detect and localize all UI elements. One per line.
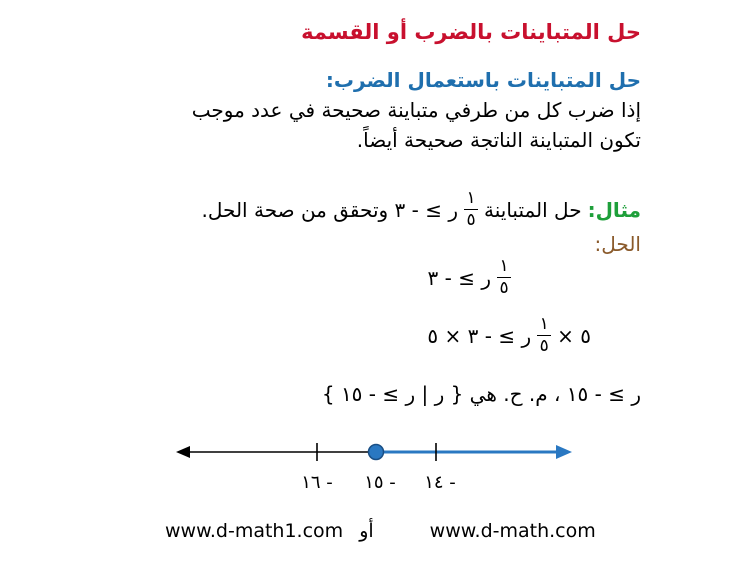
fraction-denominator: ٥ [499,278,509,298]
tick-label-minus-15: - ١٥ [364,472,396,493]
fraction-denominator: ٥ [539,336,549,356]
step1-rest: ر ≥ - ٣ [427,265,491,290]
page-title: حل المتباينات بالضرب أو القسمة [301,20,641,44]
right-arrow-icon [556,445,572,459]
fraction-denominator: ٥ [466,210,476,230]
footer-links [165,520,612,542]
closed-point [369,445,384,460]
or-label: أو [359,520,374,542]
fraction-numerator: ١ [466,188,476,208]
rule-text-line-2: تكون المتباينة الناتجة صحيحة أيضاً. [356,128,641,152]
example-label: مثال: [587,197,641,222]
fraction-numerator: ١ [499,256,509,276]
site-link-d-math[interactable]: www.d-math.com [429,520,596,542]
section-heading: حل المتباينات باستعمال الضرب: [325,68,641,92]
site-link-d-math1[interactable]: www.d-math1.com [165,520,344,542]
tick-label-minus-16: - ١٦ [301,472,333,493]
example-suffix: ر ≥ - ٣ وتحقق من صحة الحل. [201,197,458,222]
solution-set: ر ≥ - ١٥ ، م. ح. هي { ر | ر ≥ - ١٥ } [321,382,641,406]
fraction-numerator: ١ [539,314,549,334]
solution-label: الحل: [594,232,641,256]
left-arrow-icon [176,446,190,458]
tick-label-minus-14: - ١٤ [424,472,456,493]
rule-text-line-1: إذا ضرب كل من طرفي متباينة صحيحة في عدد موجب [191,98,641,122]
example-prefix: حل المتباينة [484,197,582,222]
step2-rest: ر ≥ - ٣ × ٥ [427,323,532,348]
step2-left: ٥ × [557,323,591,348]
